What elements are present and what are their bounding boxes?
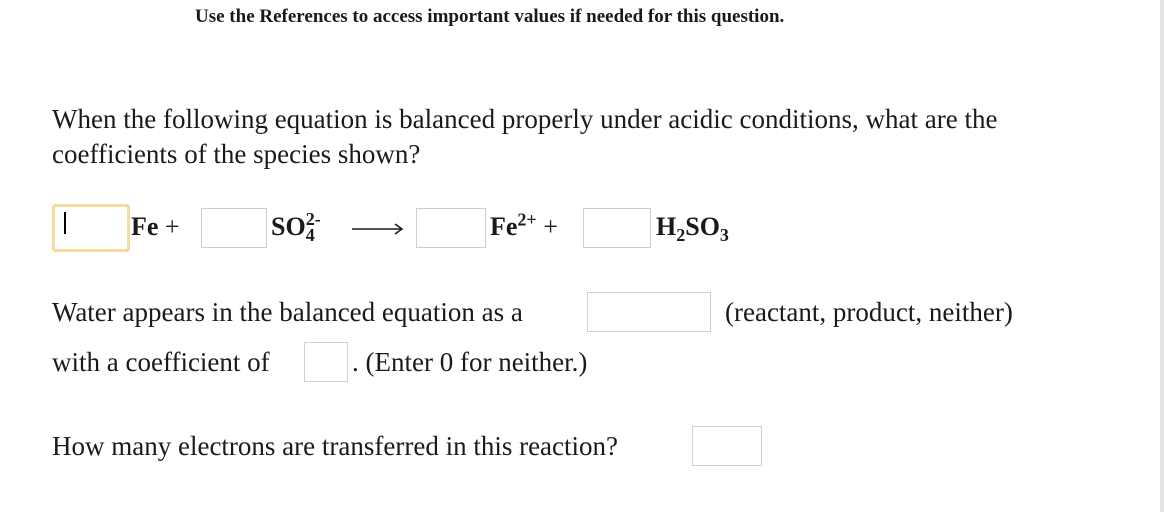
plus-sign-2: + [543, 212, 558, 241]
species-iron-ii [490, 209, 558, 242]
electrons-input[interactable] [692, 426, 762, 466]
coefficient-sulfate-input[interactable] [201, 208, 267, 248]
h2so3-hydrogen: H [656, 212, 677, 241]
reaction-arrow-icon [352, 221, 404, 237]
sulfate-subscript: 4 [305, 225, 315, 246]
iron-ii-charge: 2+ [517, 209, 537, 230]
plus-sign-1: + [164, 212, 180, 241]
sulfate-charge: 2- [305, 209, 321, 230]
water-prompt: Water appears in the balanced equation as a [52, 297, 523, 327]
species-fe [131, 212, 180, 242]
water-role-options: (reactant, product, neither) [725, 297, 1013, 327]
electrons-prompt: How many electrons are transferred in this reaction? [52, 431, 619, 461]
fe-symbol: Fe [131, 212, 159, 241]
species-sulfate [271, 209, 321, 246]
coefficient-iron-ii-input[interactable] [416, 208, 486, 248]
water-coefficient-hint: . (Enter 0 for neither.) [352, 347, 588, 377]
water-role-input[interactable] [587, 292, 711, 332]
window-edge [1160, 0, 1164, 512]
water-coefficient-input[interactable] [304, 342, 348, 382]
h2so3-subscript-2: 3 [719, 225, 729, 246]
species-sulfurous-acid [656, 212, 729, 246]
question-text: When the following equation is balanced properly under acidic conditions, what are the coefficients of the species shown? [52, 104, 998, 169]
water-coefficient-prompt: with a coefficient of [52, 347, 270, 377]
iron-ii-symbol: Fe [490, 212, 518, 241]
text-caret [64, 212, 66, 234]
references-note: Use the References to access important values if needed for this question. [195, 6, 785, 27]
h2so3-sulfite: SO [685, 212, 720, 241]
sulfate-symbol: SO [271, 212, 306, 241]
coefficient-sulfurous-acid-input[interactable] [583, 208, 651, 248]
h2so3-subscript-1: 2 [676, 225, 686, 246]
